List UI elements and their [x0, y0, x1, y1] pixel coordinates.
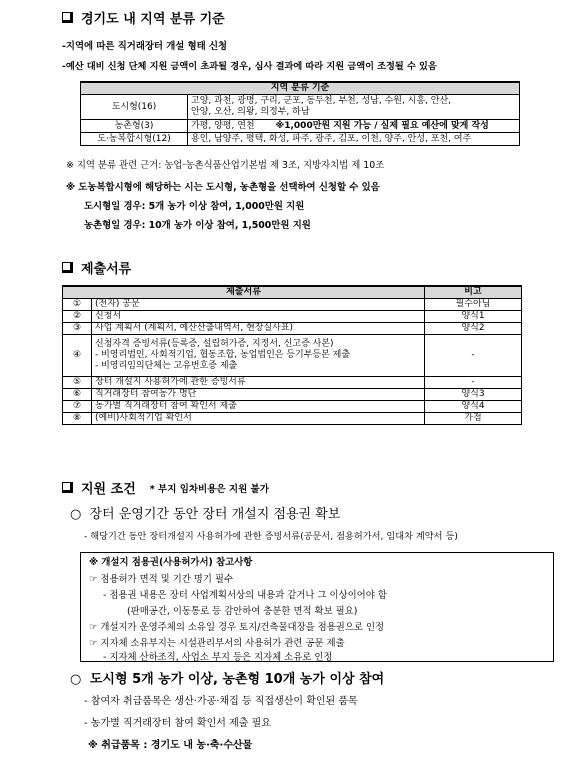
region-note-1: ※ 지역 분류 관련 근거: 농업·농촌식품산업기본법 제 3조, 지방자치법 제 10조	[66, 160, 385, 171]
region-note-3: 도시형일 경우: 5개 농가 이상 참여, 1,000만원 지원	[84, 201, 305, 212]
region-cities-rural	[188, 120, 520, 133]
document-name: (예비)사회적기업 확인서	[92, 413, 425, 425]
condition-2-note: ※ 취급품목 : 경기도 내 농·축·수산물	[88, 740, 253, 751]
note-box-line: (판매공간, 이동통로 등 감안하여 충분한 면적 확보 필요)	[127, 606, 358, 617]
checkbox-square-icon	[62, 482, 73, 493]
note-box-line: ☞ 점용허가 면적 및 기간 명기 필수	[89, 574, 234, 585]
note-box-line: - 지자체 산하조직, 사업소 부지 등은 지자체 소유로 인정	[103, 652, 333, 663]
region-table	[80, 81, 520, 146]
document-name: 직거래장터 참여농가 명단	[92, 389, 425, 401]
document-name: 농가별 직거래장터 참여 확인서 제출	[92, 401, 425, 413]
document-note: -	[425, 335, 522, 377]
region-line-1: -지역에 따른 직거래장터 개설 형태 신청	[62, 41, 228, 52]
region-table-header: 지역 분류 기준	[81, 82, 520, 95]
region-note-4: 농촌형일 경우: 10개 농가 이상 참여, 1,500만원 지원	[84, 220, 311, 231]
row-number: ⑦	[63, 401, 92, 413]
section-title-conditions	[62, 478, 269, 497]
condition-2-sub-1: - 참여자 취급품목은 생산·가공·채집 등 직접생산이 확인된 품목	[84, 696, 358, 707]
note-box-line: ☞ 지자체 소유부지는 시설관리부서의 사용허가 관련 공문 제출	[89, 638, 345, 649]
note-col-header: 비고	[425, 286, 522, 299]
document-name-line3: - 비영리임의단체는 고유번호증 제출	[95, 361, 238, 371]
row-number: ③	[63, 323, 92, 335]
document-name: 사업 계획서 (계획서, 예산산출내역서, 현장실사표)	[92, 323, 425, 335]
row-number: ⑥	[63, 389, 92, 401]
region-cities-mixed: 용인, 남양주, 평택, 화성, 파주, 광주, 김포, 이천, 양주, 안성, 포천, 여주	[188, 133, 520, 146]
condition-2	[70, 668, 384, 687]
region-cities-rural-list: 가평, 양평, 연천	[191, 120, 255, 131]
region-name-urban: 도시형(16)	[81, 95, 188, 120]
document-note: 필수아님	[425, 299, 522, 311]
document-name: (전자) 공문	[92, 299, 425, 311]
row-number: ①	[63, 299, 92, 311]
condition-2-text: 도시형 5개 농가 이상, 농촌형 10개 농가 이상 참여	[89, 672, 385, 687]
section-title-text: 지원 조건	[81, 482, 136, 497]
document-name	[92, 335, 425, 377]
document-note: 양식1	[425, 311, 522, 323]
document-name-line2: - 비영리법인, 사회적기업, 협동조합, 농업법인은 등기부등본 제출	[95, 350, 351, 360]
document-name: 신청서	[92, 311, 425, 323]
region-note-2: ※ 도농복합시형에 해당하는 시는 도시형, 농촌형을 선택하여 신청할 수 있음	[66, 182, 380, 193]
documents-col-header: 제출서류	[63, 286, 425, 299]
documents-table	[62, 285, 522, 425]
document-note: 양식2	[425, 323, 522, 335]
section-title-text: 제출서류	[81, 262, 132, 277]
row-number: ⑧	[63, 413, 92, 425]
document-note: 양식3	[425, 389, 522, 401]
note-box-title: ※ 개설지 점용권(사용허가서) 참고사항	[89, 557, 253, 568]
document-note: 가점	[425, 413, 522, 425]
checkbox-square-icon	[62, 262, 73, 273]
row-number: ②	[63, 311, 92, 323]
circle-bullet-icon: ○	[70, 507, 82, 522]
condition-2-sub-2: - 농가별 직거래장터 참여 확인서 제출 필요	[84, 718, 271, 729]
condition-1-sub: - 해당기간 동안 장터개설지 사용허가에 관한 증빙서류(공문서, 점용허가서, 임대차 계약서 등)	[84, 531, 458, 542]
document-note: 양식4	[425, 401, 522, 413]
circle-bullet-icon: ○	[70, 672, 82, 687]
occupancy-note-box	[80, 552, 554, 662]
row-number: ⑤	[63, 377, 92, 389]
note-box-line: - 점용권 내용은 장터 사업계획서상의 내용과 같거나 그 이상이어야 함	[103, 590, 387, 601]
checkbox-square-icon	[62, 12, 73, 23]
document-name: 장터 개설지 사용허가에 관한 증빙서류	[92, 377, 425, 389]
document-name-line1: 신청자격 증빙서류(등록증, 설립허가증, 지정서, 신고증 사본)	[95, 339, 334, 349]
condition-1	[70, 503, 340, 522]
condition-1-text: 장터 운영기간 동안 장터 개설지 점용권 확보	[89, 507, 341, 522]
region-cities-urban-line1: 고양, 과천, 광명, 구리, 군포, 동두천, 부천, 성남, 수원, 시흥, 안산,	[191, 96, 452, 106]
section-title-region	[62, 8, 225, 27]
region-cities-urban-line2: 안양, 오산, 의왕, 의정부, 하남	[191, 107, 310, 117]
section-title-note: * 부지 임차비용은 지원 불가	[149, 483, 269, 495]
region-name-mixed: 도·농복합시형(12)	[81, 133, 188, 146]
document-note: -	[425, 377, 522, 389]
region-name-rural: 농촌형(3)	[81, 120, 188, 133]
region-cities-urban	[188, 95, 520, 120]
section-title-documents	[62, 258, 131, 277]
region-rural-note: ※1,000만원 지원 가능 / 실제 필요 예산에 맞게 작성	[275, 120, 489, 131]
region-line-2: -예산 대비 신청 단체 지원 금액이 초과될 경우, 심사 결과에 따라 지원 금액이 조정될 수 있음	[62, 61, 437, 72]
row-number: ④	[63, 335, 92, 377]
note-box-line: ☞ 개설지가 운영주체의 소유일 경우 토지/건축물대장을 점용권으로 인정	[89, 622, 385, 633]
section-title-text: 경기도 내 지역 분류 기준	[81, 12, 225, 27]
